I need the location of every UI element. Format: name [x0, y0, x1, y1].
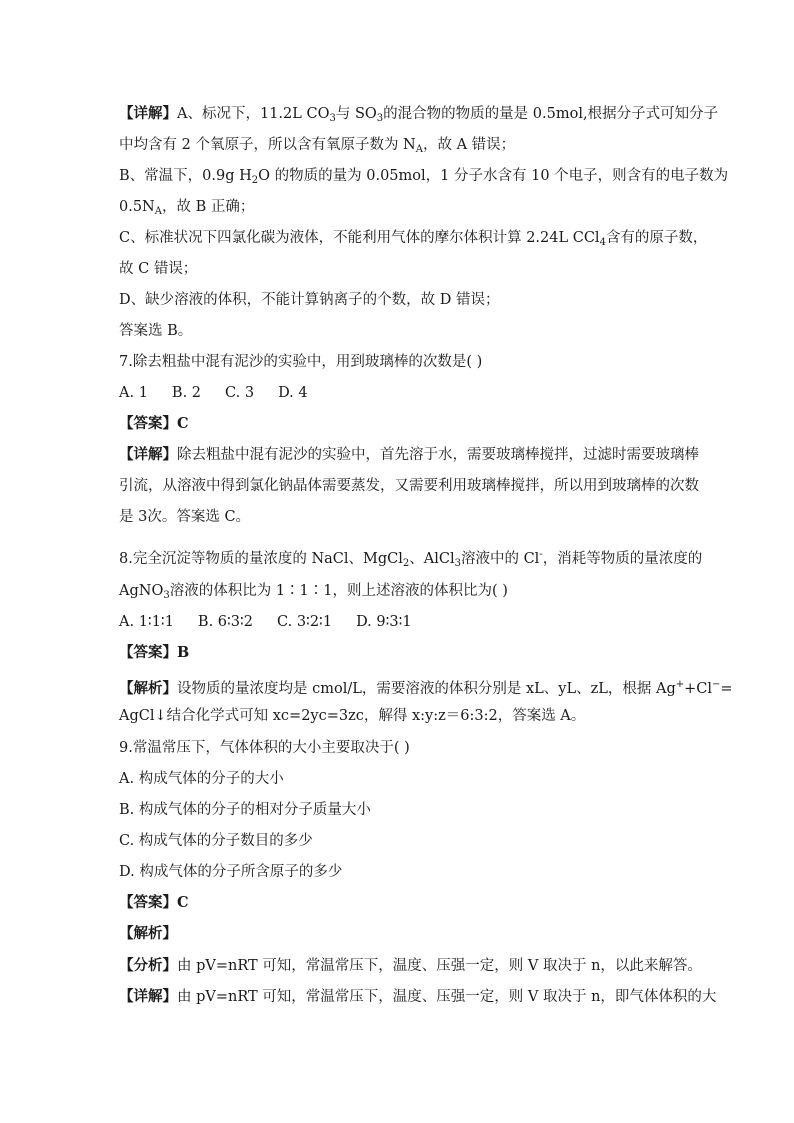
- text-line: 【详解】除去粗盐中混有泥沙的实验中，首先溶于水，需要玻璃棒搅拌，过滤时需要玻璃棒: [119, 446, 699, 463]
- answer-7: 【答案】C: [119, 415, 189, 432]
- option-line: C. 构成气体的分子数目的多少: [119, 833, 313, 849]
- answer-9: 【答案】C: [119, 894, 189, 911]
- text-line: B、常温下，0.9g $H_2O$ 的物质的量为 0.05mol，1 分子水含有 10 个电子，则含有的电子数为: [119, 168, 729, 186]
- text-line: $0.5N_A$，故 B 正确；: [119, 199, 255, 217]
- text-line: 答案选 B。: [119, 323, 193, 339]
- question-8-options: A. 1∶1∶1 B. 6∶3∶2 C. 3∶2∶1 D. 9∶3∶1: [119, 614, 412, 630]
- text-line: 【详解】由 pV=nRT 可知，常温常压下，温度、压强一定，则 V 取决于 n，即气体体积的大: [119, 988, 717, 1005]
- question-9: 9.常温常压下，气体体积的大小主要取决于( ): [119, 740, 410, 756]
- question-8: 8.完全沉淀等物质的量浓度的 NaCl、MgCl$_2$、AlCl$_3$溶液中的 Cl-，消耗等物质的量浓度的: [119, 549, 703, 569]
- option-line: A. 构成气体的分子的大小: [119, 771, 284, 787]
- text-line: 【分析】由 pV=nRT 可知，常温常压下，温度、压强一定，则 V 取决于 n，以此来解答。: [119, 957, 702, 974]
- question-7: 7.除去粗盐中混有泥沙的实验中，用到玻璃棒的次数是( ): [119, 354, 483, 370]
- text-line: D、缺少溶液的体积，不能计算钠离子的个数，故 D 错误；: [119, 292, 500, 308]
- text-line: AgNO$_3$溶液的体积比为 1∶1∶1，则上述溶液的体积比为( ): [119, 583, 508, 601]
- text-line: 故 C 错误；: [119, 261, 198, 277]
- text-line: 引流，从溶液中得到氯化钠晶体需要蒸发，又需要利用玻璃棒搅拌，所以用到玻璃棒的次数: [119, 478, 699, 494]
- text-line: 中均含有 2 个氧原子，所以含有氧原子数为 $N_A$，故 A 错误；: [119, 137, 516, 155]
- text-line: 【解析】: [119, 925, 177, 942]
- text-line: 【解析】设物质的量浓度均是 cmol/L，需要溶液的体积分别是 xL、yL、zL，根据 Ag++Cl−=: [119, 679, 733, 697]
- option-line: D. 构成气体的分子所含原子的多少: [119, 864, 343, 880]
- answer-8: 【答案】B: [119, 644, 190, 661]
- text-line: C、标准状况下四氯化碳为液体，不能利用气体的摩尔体积计算 2.24L CCl$_4$含有的原子数，: [119, 230, 708, 248]
- text-line: 【详解】A、标况下，11.2L $CO_3$与 $SO_3$的混合物的物质的量是 0.5mol,根据分子式可知分子: [119, 105, 719, 124]
- text-line: AgCl↓结合化学式可知 xc=2yc=3zc，解得 x:y:z＝6:3:2，答案选 A。: [119, 708, 586, 724]
- question-7-options: A. 1 B. 2 C. 3 D. 4: [119, 385, 308, 401]
- text-line: 是 3次。答案选 C。: [119, 509, 251, 525]
- option-line: B. 构成气体的分子的相对分子质量大小: [119, 802, 371, 818]
